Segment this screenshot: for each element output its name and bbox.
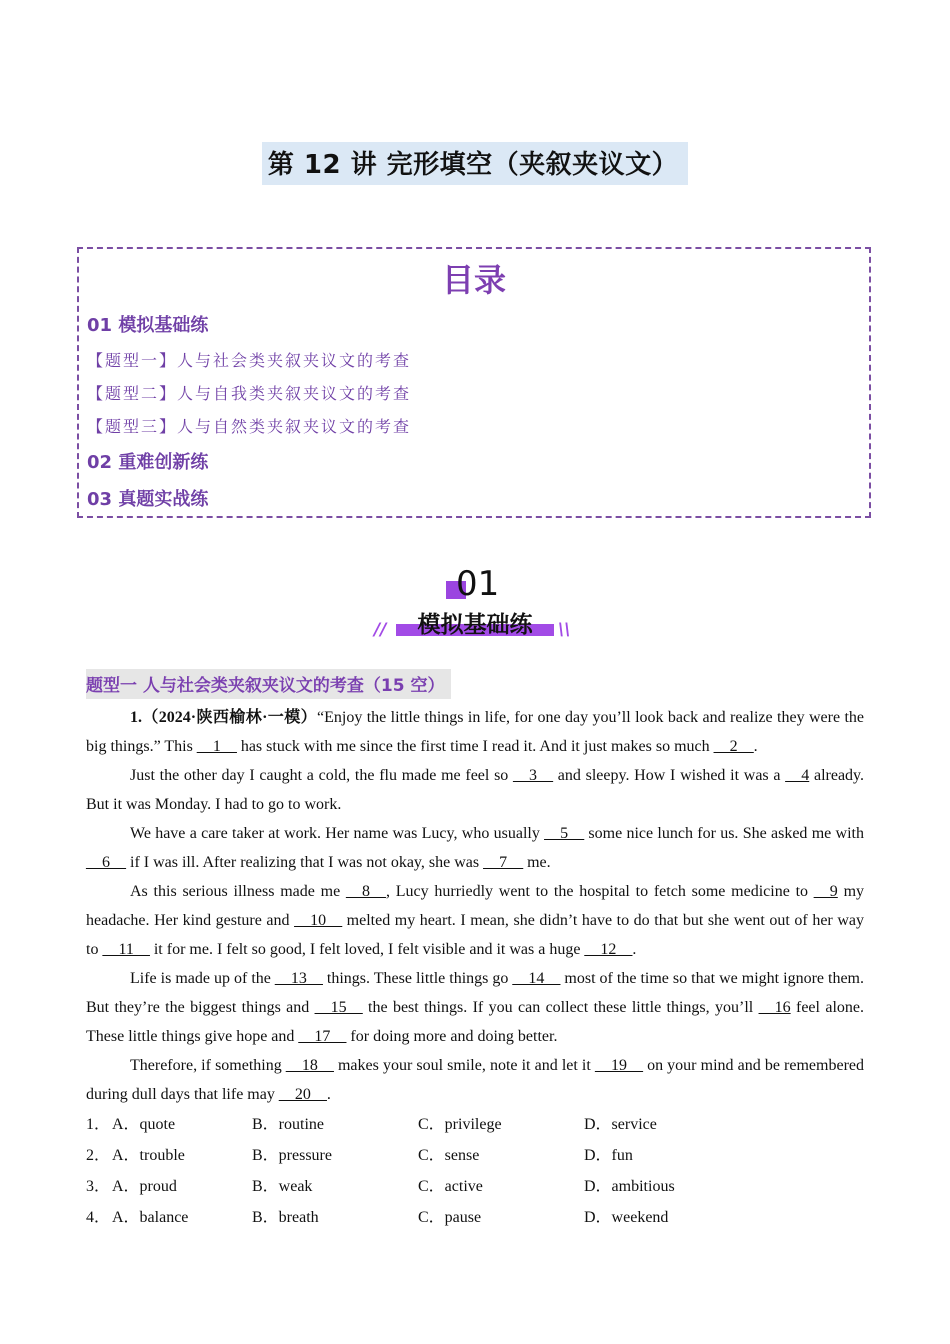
text: most of the time so that we might ignore them. But they’re the biggest things and	[86, 970, 865, 1016]
toc-item-difficult-innovation[interactable]: 02 重难创新练	[87, 452, 209, 473]
section-label: 模拟基础练	[417, 612, 533, 638]
option-a[interactable]: A．proud	[112, 1178, 177, 1195]
option-c[interactable]: C．privilege	[418, 1116, 502, 1133]
question-type-heading: 题型一 人与社会类夹叙夹议文的考查（15 空）	[86, 669, 451, 699]
option-b[interactable]: B．routine	[252, 1116, 324, 1133]
paragraph-5	[86, 964, 864, 1051]
section-number: 01	[456, 564, 500, 604]
toc-item-mock-basic[interactable]: 01 模拟基础练	[87, 315, 209, 336]
text: some nice lunch for us. She asked me with	[584, 825, 865, 842]
page-title-text: 第 12 讲 完形填空（夹叙夹议文）	[262, 142, 688, 185]
blank-8: __8__	[345, 883, 386, 900]
section-right-slash: \\	[558, 620, 571, 640]
option-c[interactable]: C．pause	[418, 1209, 482, 1226]
table-of-contents	[77, 247, 871, 518]
blank-12: __12__	[584, 941, 633, 958]
page-title	[0, 142, 950, 185]
text: As this serious illness made me	[130, 883, 346, 900]
toc-item-type-2[interactable]: 【题型二】人与自我类夹叙夹议文的考查	[87, 384, 412, 403]
option-a[interactable]: A．trouble	[112, 1147, 185, 1164]
blank-14: __14__	[512, 970, 561, 987]
option-c[interactable]: C．sense	[418, 1147, 480, 1164]
text: has stuck with me since the first time I read it. And it just makes so much	[236, 738, 714, 755]
option-number: 4．	[86, 1209, 111, 1226]
text: it for me. I felt so good, I felt loved, I felt visible and it was a huge	[149, 941, 585, 958]
blank-17: __17__	[298, 1028, 347, 1045]
blank-19: __19__	[594, 1057, 643, 1074]
text: Therefore, if something	[130, 1057, 286, 1074]
toc-item-type-1[interactable]: 【题型一】人与社会类夹叙夹议文的考查	[87, 351, 412, 370]
text: on your mind and be remembered during dull days that life may	[86, 1057, 865, 1103]
text: and sleepy. How I wished it was a	[553, 767, 786, 784]
blank-18: __18__	[285, 1057, 334, 1074]
question-number: 1.	[130, 709, 142, 726]
option-number: 2．	[86, 1147, 111, 1164]
blank-2: __2__	[713, 738, 754, 755]
toc-item-real-exam[interactable]: 03 真题实战练	[87, 489, 209, 510]
option-c[interactable]: C．active	[418, 1178, 483, 1195]
answer-options	[86, 1109, 864, 1233]
blank-6: __6__	[86, 854, 126, 871]
text: things. These little things go	[322, 970, 513, 987]
blank-4: __4	[785, 767, 810, 784]
text: .	[326, 1086, 331, 1103]
option-d[interactable]: D．weekend	[584, 1209, 669, 1226]
option-a[interactable]: A．balance	[112, 1209, 189, 1226]
blank-7: __7__	[483, 854, 524, 871]
paragraph-2	[86, 761, 864, 819]
text: for doing more and doing better.	[346, 1028, 558, 1045]
text: , Lucy hurriedly went to the hospital to fetch some medicine to	[385, 883, 814, 900]
text: me.	[523, 854, 551, 871]
option-a[interactable]: A．quote	[112, 1116, 176, 1133]
option-row-2	[86, 1140, 864, 1171]
text: “Enjoy the little things in life, for one day you’ll look back and realize they were the big things.” This	[86, 709, 864, 755]
paragraph-1	[86, 703, 864, 761]
toc-title: 目录	[441, 261, 506, 299]
option-d[interactable]: D．service	[584, 1116, 657, 1133]
blank-16: __16	[758, 999, 791, 1016]
text: We have a care taker at work. Her name was Lucy, who usually	[130, 825, 545, 842]
blank-1: __1__	[196, 738, 237, 755]
option-b[interactable]: B．pressure	[252, 1147, 332, 1164]
text: melted my heart. I mean, she didn’t have to do that but she went out of her way to	[86, 912, 864, 958]
option-number: 1．	[86, 1116, 111, 1133]
text: Just the other day I caught a cold, the flu made me feel so	[130, 767, 514, 784]
text: already. But it was Monday. I had to go to work.	[86, 767, 865, 813]
toc-item-type-3[interactable]: 【题型三】人与自然类夹叙夹议文的考查	[87, 417, 412, 436]
text: makes your soul smile, note it and let it	[333, 1057, 595, 1074]
blank-20: __20__	[278, 1086, 327, 1103]
option-d[interactable]: D．fun	[584, 1147, 633, 1164]
blank-10: __10__	[294, 912, 343, 929]
text: Life is made up of the	[130, 970, 275, 987]
text: my headache. Her kind gesture and	[86, 883, 865, 929]
blank-3: __3__	[513, 767, 554, 784]
section-header	[370, 566, 580, 646]
option-b[interactable]: B．breath	[252, 1209, 319, 1226]
paragraph-3	[86, 819, 864, 877]
option-row-4	[86, 1202, 864, 1233]
cloze-passage	[86, 703, 864, 1109]
blank-11: __11__	[102, 941, 150, 958]
text: feel alone. These little things give hope and	[86, 999, 864, 1045]
option-number: 3．	[86, 1178, 111, 1195]
option-d[interactable]: D．ambitious	[584, 1178, 675, 1195]
blank-9: __9	[813, 883, 838, 900]
option-b[interactable]: B．weak	[252, 1178, 313, 1195]
paragraph-4	[86, 877, 864, 964]
blank-13: __13__	[274, 970, 323, 987]
paragraph-6	[86, 1051, 864, 1109]
text: .	[753, 738, 758, 755]
text: the best things. If you can collect these little things, you’ll	[362, 999, 759, 1016]
blank-5: __5__	[544, 825, 585, 842]
option-row-1	[86, 1109, 864, 1140]
section-left-slash: //	[374, 620, 387, 640]
question-source: （2024·陕西榆林·一模）	[142, 709, 317, 726]
blank-15: __15__	[314, 999, 363, 1016]
text: if I was ill. After realizing that I was not okay, she was	[126, 854, 484, 871]
option-row-3	[86, 1171, 864, 1202]
text: .	[632, 941, 637, 958]
